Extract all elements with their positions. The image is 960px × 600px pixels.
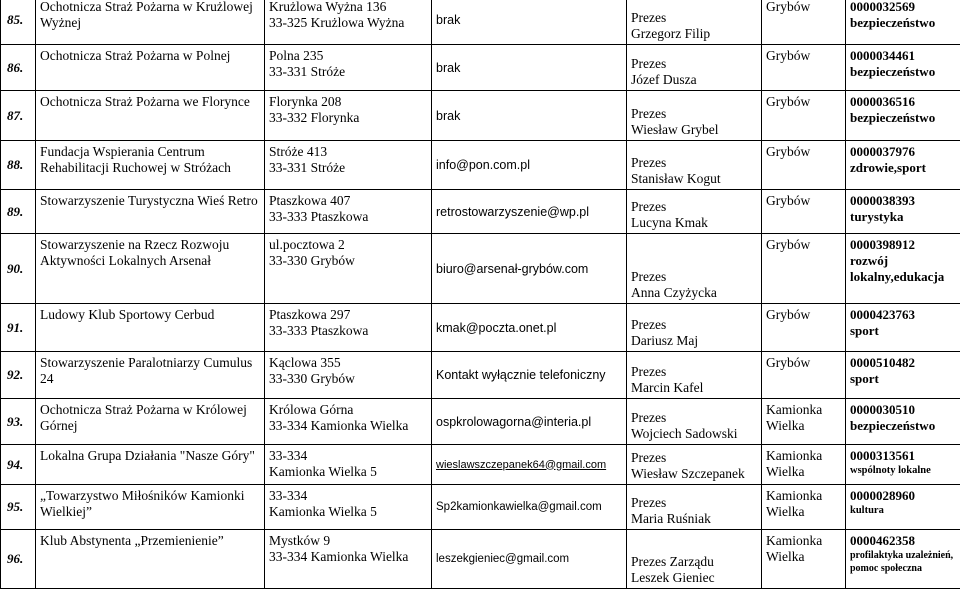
activity-category: wspólnoty lokalne bbox=[850, 465, 931, 476]
row-number: 93. bbox=[1, 399, 36, 445]
municipality: Grybów bbox=[762, 0, 846, 45]
registry-cell bbox=[846, 0, 960, 45]
representative-position: Prezes bbox=[631, 269, 667, 284]
municipality: Grybów bbox=[762, 45, 846, 91]
contact-cell bbox=[432, 399, 627, 445]
krs-number: 0000398912 bbox=[850, 237, 915, 252]
representative-name: Stanisław Kogut bbox=[631, 171, 721, 186]
contact-info: leszekgieniec@gmail.com bbox=[436, 553, 570, 565]
row-number: 94. bbox=[1, 445, 36, 485]
representative-position: Prezes bbox=[631, 495, 667, 510]
activity-category: bezpieczeństwo bbox=[850, 64, 936, 79]
organization-address bbox=[265, 0, 432, 45]
registry-cell bbox=[846, 445, 960, 485]
address-line-2: 33-325 Krużlowa Wyżna bbox=[269, 15, 405, 30]
email-link[interactable]: wieslawszczepanek64@gmail.com bbox=[436, 458, 607, 471]
representative-position: Prezes bbox=[631, 410, 667, 425]
representative-name: Grzegorz Filip bbox=[631, 26, 711, 41]
representative-cell bbox=[627, 445, 762, 485]
table-row bbox=[1, 45, 960, 91]
address-line-1: ul.pocztowa 2 bbox=[269, 237, 345, 252]
contact-cell bbox=[432, 530, 627, 589]
organization-address bbox=[265, 304, 432, 352]
row-number: 86. bbox=[1, 45, 36, 91]
row-number: 90. bbox=[1, 234, 36, 304]
table-row bbox=[1, 190, 960, 234]
contact-info: info@pon.com.pl bbox=[436, 158, 530, 172]
address-line-2: 33-330 Grybów bbox=[269, 371, 355, 386]
row-number: 92. bbox=[1, 352, 36, 399]
representative-cell bbox=[627, 352, 762, 399]
representative-position: Prezes Zarządu bbox=[631, 554, 714, 569]
krs-number: 0000036516 bbox=[850, 94, 915, 109]
representative-name: Anna Czyżycka bbox=[631, 285, 717, 300]
representative-cell bbox=[627, 485, 762, 530]
organization-name: Lokalna Grupa Działania "Nasze Góry" bbox=[36, 445, 265, 485]
contact-cell bbox=[432, 234, 627, 304]
address-line-1: Polna 235 bbox=[269, 48, 324, 63]
address-line-1: Stróże 413 bbox=[269, 144, 328, 159]
representative-cell bbox=[627, 91, 762, 141]
contact-info: Sp2kamionkawielka@gmail.com bbox=[436, 501, 602, 513]
address-line-1: Królowa Górna bbox=[269, 402, 354, 417]
organization-name: Ochotnicza Straż Pożarna w Polnej bbox=[36, 45, 265, 91]
contact-cell bbox=[432, 91, 627, 141]
table-row bbox=[1, 234, 960, 304]
representative-cell bbox=[627, 399, 762, 445]
representative-name: Leszek Gieniec bbox=[631, 570, 715, 585]
municipality: Grybów bbox=[762, 91, 846, 141]
address-line-2: 33-331 Stróże bbox=[269, 160, 346, 175]
representative-name: Maria Ruśniak bbox=[631, 511, 711, 526]
organization-name: Stowarzyszenie Paralotniarzy Cumulus 24 bbox=[36, 352, 265, 399]
representative-position: Prezes bbox=[631, 364, 667, 379]
krs-number: 0000034461 bbox=[850, 48, 915, 63]
address-line-1: 33-334 bbox=[269, 448, 308, 463]
organization-address bbox=[265, 190, 432, 234]
representative-name: Józef Dusza bbox=[631, 72, 697, 87]
row-number: 95. bbox=[1, 485, 36, 530]
municipality: Kamionka Wielka bbox=[762, 530, 846, 589]
address-line-2: 33-331 Stróże bbox=[269, 64, 346, 79]
activity-category: turystyka bbox=[850, 209, 904, 224]
address-line-2: 33-333 Ptaszkowa bbox=[269, 323, 369, 338]
organization-name: Ochotnicza Straż Pożarna w Królowej Górnej bbox=[36, 399, 265, 445]
contact-info: Kontakt wyłącznie telefoniczny bbox=[436, 368, 606, 382]
representative-name: Dariusz Maj bbox=[631, 333, 699, 348]
table-body bbox=[1, 0, 960, 589]
representative-name: Wiesław Grybel bbox=[631, 122, 719, 137]
row-number: 88. bbox=[1, 141, 36, 190]
organization-name: Klub Abstynenta „Przemienienie” bbox=[36, 530, 265, 589]
representative-cell bbox=[627, 0, 762, 45]
contact-info: brak bbox=[436, 108, 461, 123]
activity-category: sport bbox=[850, 371, 879, 386]
representative-name: Lucyna Kmak bbox=[631, 215, 708, 230]
registry-cell bbox=[846, 45, 960, 91]
contact-info: biuro@arsenał-grybów.com bbox=[436, 261, 589, 276]
representative-name: Marcin Kafel bbox=[631, 380, 704, 395]
organization-address bbox=[265, 91, 432, 141]
organization-name: Ludowy Klub Sportowy Cerbud bbox=[36, 304, 265, 352]
organization-address bbox=[265, 399, 432, 445]
municipality: Grybów bbox=[762, 141, 846, 190]
activity-category: bezpieczeństwo bbox=[850, 418, 936, 433]
representative-cell bbox=[627, 141, 762, 190]
contact-cell bbox=[432, 190, 627, 234]
contact-info: brak bbox=[436, 13, 461, 27]
contact-cell bbox=[432, 45, 627, 91]
representative-cell bbox=[627, 530, 762, 589]
krs-number: 0000423763 bbox=[850, 307, 915, 322]
activity-category: rozwój lokalny,edukacja bbox=[850, 253, 945, 284]
krs-number: 0000030510 bbox=[850, 402, 915, 417]
table-row bbox=[1, 91, 960, 141]
organization-name: Fundacja Wspierania Centrum Rehabilitacji Ruchowej w Stróżach bbox=[36, 141, 265, 190]
registry-cell bbox=[846, 530, 960, 589]
contact-info: brak bbox=[436, 60, 461, 75]
registry-cell bbox=[846, 485, 960, 530]
address-line-1: 33-334 bbox=[269, 488, 308, 503]
address-line-1: Krużlowa Wyżna 136 bbox=[269, 0, 387, 14]
contact-cell bbox=[432, 485, 627, 530]
address-line-1: Ptaszkowa 297 bbox=[269, 307, 351, 322]
activity-category: zdrowie,sport bbox=[850, 160, 926, 175]
organization-name: „Towarzystwo Miłośników Kamionki Wielkiej” bbox=[36, 485, 265, 530]
address-line-1: Mystków 9 bbox=[269, 533, 331, 548]
table-row bbox=[1, 399, 960, 445]
registry-cell bbox=[846, 304, 960, 352]
representative-position: Prezes bbox=[631, 450, 667, 465]
representative-cell bbox=[627, 304, 762, 352]
municipality: Kamionka Wielka bbox=[762, 485, 846, 530]
address-line-1: Ptaszkowa 407 bbox=[269, 193, 351, 208]
municipality: Grybów bbox=[762, 190, 846, 234]
representative-name: Wojciech Sadowski bbox=[631, 426, 738, 441]
activity-category: profilaktyka uzależnień, pomoc społeczna bbox=[850, 550, 954, 574]
organization-name: Ochotnicza Straż Pożarna we Florynce bbox=[36, 91, 265, 141]
activity-category: bezpieczeństwo bbox=[850, 15, 936, 30]
representative-position: Prezes bbox=[631, 199, 667, 214]
organization-name: Stowarzyszenie na Rzecz Rozwoju Aktywności Lokalnych Arsenał bbox=[36, 234, 265, 304]
table-row bbox=[1, 352, 960, 399]
organization-address bbox=[265, 530, 432, 589]
organization-address bbox=[265, 45, 432, 91]
krs-number: 0000313561 bbox=[850, 448, 915, 463]
address-line-1: Kąclowa 355 bbox=[269, 355, 341, 370]
contact-info: ospkrolowagorna@interia.pl bbox=[436, 414, 592, 429]
table-row bbox=[1, 0, 960, 45]
krs-number: 0000032569 bbox=[850, 0, 915, 14]
contact-cell bbox=[432, 0, 627, 45]
organization-address bbox=[265, 445, 432, 485]
organization-name: Stowarzyszenie Turystyczna Wieś Retro bbox=[36, 190, 265, 234]
address-line-2: 33-334 Kamionka Wielka bbox=[269, 549, 409, 564]
contact-cell bbox=[432, 352, 627, 399]
municipality: Grybów bbox=[762, 352, 846, 399]
municipality: Kamionka Wielka bbox=[762, 399, 846, 445]
krs-number: 0000028960 bbox=[850, 488, 915, 503]
registry-cell bbox=[846, 234, 960, 304]
organization-address bbox=[265, 234, 432, 304]
table-row bbox=[1, 304, 960, 352]
representative-cell bbox=[627, 45, 762, 91]
table-row bbox=[1, 445, 960, 485]
krs-number: 0000462358 bbox=[850, 533, 915, 548]
krs-number: 0000510482 bbox=[850, 355, 915, 370]
activity-category: sport bbox=[850, 323, 879, 338]
registry-cell bbox=[846, 399, 960, 445]
table-row bbox=[1, 485, 960, 530]
representative-cell bbox=[627, 234, 762, 304]
representative-position: Prezes bbox=[631, 10, 667, 25]
organization-address bbox=[265, 485, 432, 530]
address-line-2: 33-332 Florynka bbox=[269, 110, 360, 125]
krs-number: 0000037976 bbox=[850, 144, 915, 159]
address-line-2: Kamionka Wielka 5 bbox=[269, 504, 377, 519]
row-number: 85. bbox=[1, 0, 36, 45]
address-line-2: 33-333 Ptaszkowa bbox=[269, 209, 369, 224]
table-row bbox=[1, 141, 960, 190]
representative-position: Prezes bbox=[631, 106, 667, 121]
row-number: 87. bbox=[1, 91, 36, 141]
representative-position: Prezes bbox=[631, 317, 667, 332]
contact-info: retrostowarzyszenie@wp.pl bbox=[436, 204, 590, 219]
activity-category: bezpieczeństwo bbox=[850, 110, 936, 125]
address-line-1: Florynka 208 bbox=[269, 94, 342, 109]
address-line-2: Kamionka Wielka 5 bbox=[269, 464, 377, 479]
organization-name: Ochotnicza Straż Pożarna w Krużlowej Wyżnej bbox=[36, 0, 265, 45]
row-number: 89. bbox=[1, 190, 36, 234]
row-number: 96. bbox=[1, 530, 36, 589]
municipality: Grybów bbox=[762, 304, 846, 352]
address-line-2: 33-330 Grybów bbox=[269, 253, 355, 268]
address-line-2: 33-334 Kamionka Wielka bbox=[269, 418, 409, 433]
representative-position: Prezes bbox=[631, 56, 667, 71]
organization-address bbox=[265, 141, 432, 190]
representative-name: Wiesław Szczepanek bbox=[631, 466, 745, 481]
organization-address bbox=[265, 352, 432, 399]
registry-cell bbox=[846, 91, 960, 141]
contact-info: kmak@poczta.onet.pl bbox=[436, 320, 557, 335]
contact-cell bbox=[432, 141, 627, 190]
contact-cell bbox=[432, 304, 627, 352]
municipality: Kamionka Wielka bbox=[762, 445, 846, 485]
row-number: 91. bbox=[1, 304, 36, 352]
table-row bbox=[1, 530, 960, 589]
krs-number: 0000038393 bbox=[850, 193, 915, 208]
activity-category: kultura bbox=[850, 505, 884, 516]
representative-cell bbox=[627, 190, 762, 234]
contact-cell bbox=[432, 445, 627, 485]
representative-position: Prezes bbox=[631, 155, 667, 170]
registry-cell bbox=[846, 352, 960, 399]
registry-cell bbox=[846, 190, 960, 234]
registry-cell bbox=[846, 141, 960, 190]
municipality: Grybów bbox=[762, 234, 846, 304]
